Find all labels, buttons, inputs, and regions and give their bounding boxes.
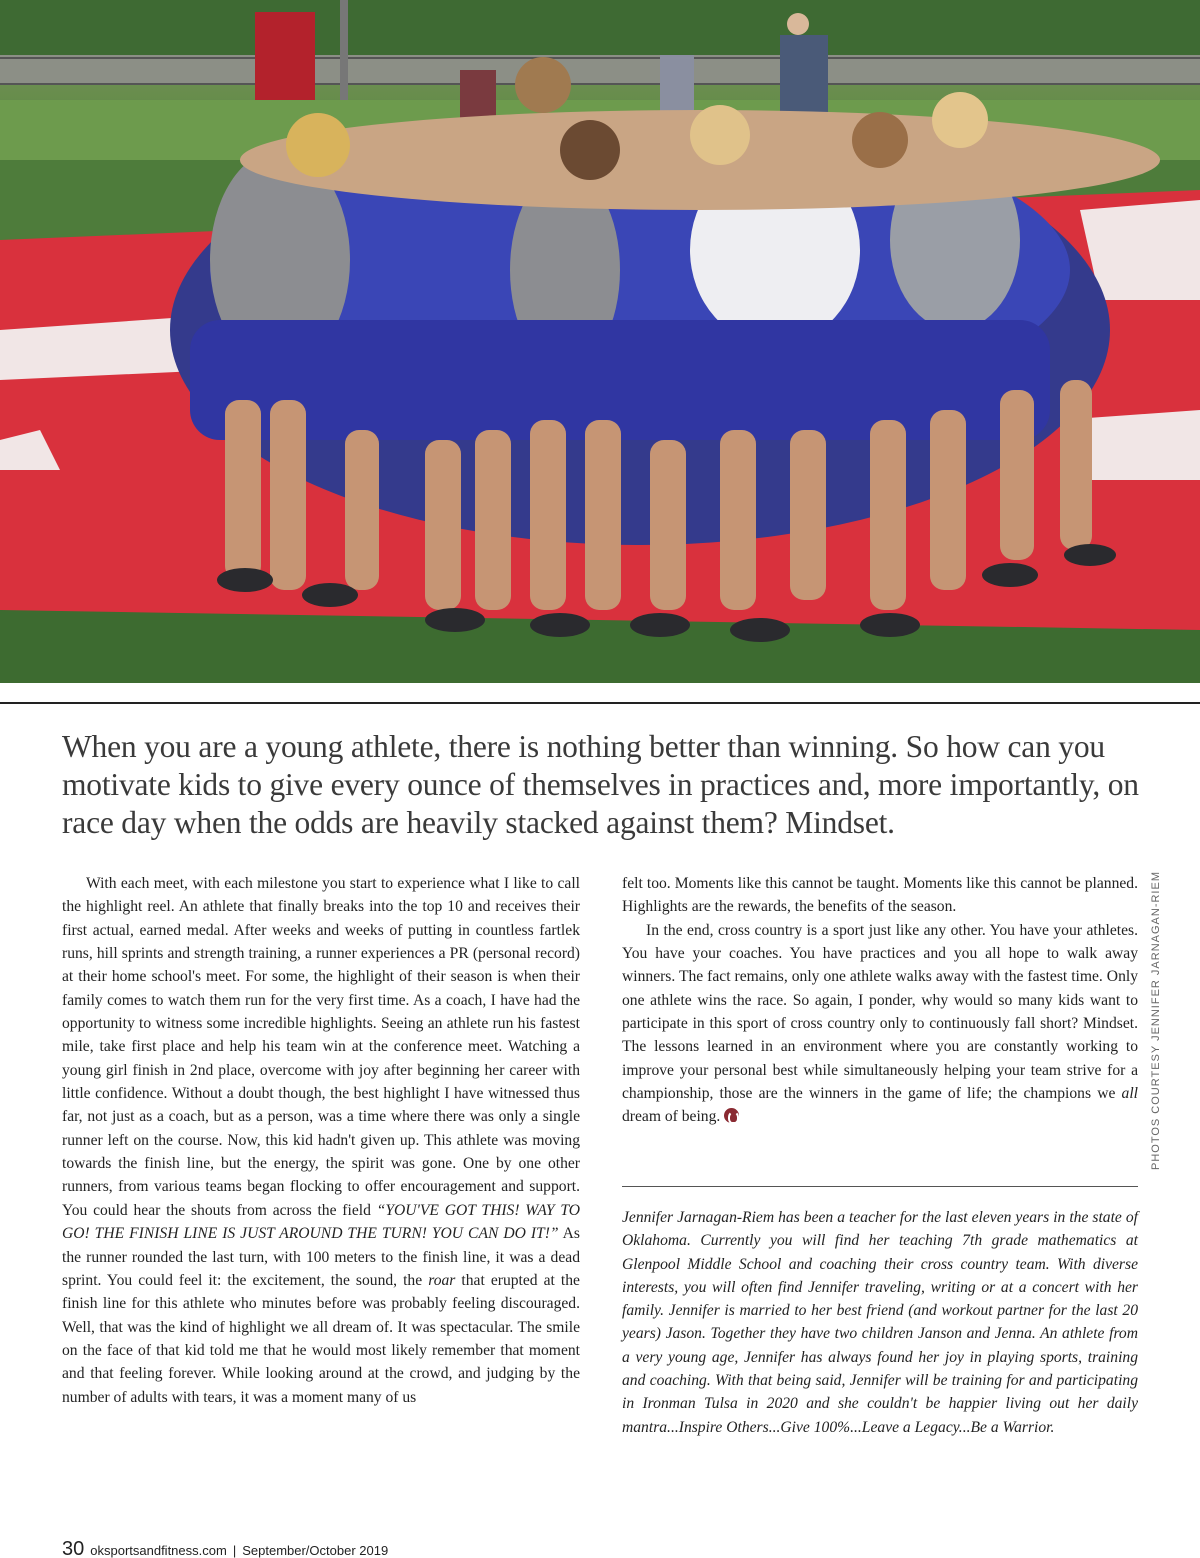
footer-issue-date: September/October 2019 — [242, 1543, 389, 1558]
article-text: dream of being. — [622, 1108, 721, 1126]
page-number: 30 — [62, 1538, 85, 1558]
bio-divider — [622, 1186, 1138, 1187]
article-text: In the end, cross country is a sport just like any other. You have your athletes. You have your coaches. You have practices and you all hope to walk away winners. The fact remains, only one athlete walks away with the fastest time. Only one athlete wins the race. So again, I ponder, why would so many kids want to participate in this sport of cross country only to continuously fall short? Mindset. The lessons learned in an environment where you are constantly working to improve your personal best while simultaneously helping your team strive for a championship, those are the winners in the game of life; the champions we — [622, 921, 1138, 1103]
footer-site-link[interactable]: oksportsandfitness.com — [90, 1543, 227, 1558]
article-left-column — [62, 872, 580, 1409]
emphasis-roar: roar — [428, 1271, 456, 1289]
pull-quote: When you are a young athlete, there is nothing better than winning. So how can you motivate kids to give every ounce of themselves in practices and, more importantly, on race day when the odds are heavily stacked against them? Mindset. — [62, 729, 1139, 840]
article-paragraph — [622, 919, 1138, 1129]
shout-quote: “YOU'VE GOT THIS! WAY TO GO! THE FINISH LINE IS JUST AROUND THE TURN! YOU CAN DO IT!” — [62, 1201, 580, 1243]
footer-separator: | — [232, 1543, 237, 1558]
section-divider — [0, 702, 1200, 704]
article-paragraph: felt too. Moments like this cannot be taught. Moments like this cannot be planned. Highlights are the rewards, the benefits of the season. — [622, 875, 1138, 916]
photo-credit: PHOTOS COURTESY JENNIFER JARNAGAN-RIEM — [1150, 871, 1162, 1170]
magazine-end-mark-icon — [724, 1108, 739, 1123]
team-huddle-photo — [0, 0, 1200, 683]
article-paragraph — [62, 872, 580, 1409]
article-text: With each meet, with each milestone you start to experience what I like to call the highlight reel. An athlete that finally breaks into the top 10 and receives their first actual, earned medal. After weeks and weeks of putting in countless fartlek runs, hill sprints and strength training, a runner experiences a PR (personal record) at their home school's meet. For some, the highlight of their season is when their family comes to watch them run for the very first time. As a coach, I have had the opportunity to witness some incredible highlights. Seeing an athlete run his fastest mile, take first place and help his team win at the conference meet. Watching a young girl finish in 2nd place, overcome with joy after beginning her career with little confidence. Without a doubt though, the best highlight I have witnessed thus far, not just as a coach, but as a person, was a time where there was only a single runner left on the course. Now, this kid hadn't given up. This athlete was moving towards the finish line, but the energy, the spirit was gone. One by one other runners, from various teams began flocking to offer encouragement and support. You could hear the shouts from across the field — [62, 875, 580, 1219]
article-text: As the runner rounded the last turn, with 100 meters to the finish line, it was a dead sprint. You could feel it: the excitement, the sound, the — [62, 1225, 580, 1289]
author-bio: Jennifer Jarnagan-Riem has been a teacher for the last eleven years in the state of Oklahoma. Currently you will find her teaching 7th grade mathematics at Glenpool Middle School and coaching their cross country team. With diverse interests, you will often find Jennifer traveling, writing or at a concert with her family. Jennifer is married to her best friend (and workout partner for the last 20 years) Jason. Together they have two children Janson and Jenna. An athlete from a very young age, Jennifer has always found her joy in playing sports, training and coaching. With that being said, Jennifer will be training for and participating in Ironman Tulsa in 2020 and she couldn't be happier living out her daily mantra...Inspire Others...Give 100%...Leave a Legacy...Be a Warrior. — [622, 1209, 1138, 1436]
page-footer — [62, 1538, 388, 1558]
article-right-column — [622, 872, 1138, 1129]
team-huddle-illustration — [0, 0, 1200, 683]
emphasis-all: all — [1121, 1085, 1138, 1103]
article-text: that erupted at the finish line for this athlete who minutes before was probably feeling discouraged. Well, that was the kind of highlight we all dream of. It was spectacular. The smile on the face of that kid told me that he would most likely remember that moment and that feeling forever. While looking around at the crowd, and judging by the number of adults with tears, it was a moment many of us — [62, 1271, 580, 1406]
